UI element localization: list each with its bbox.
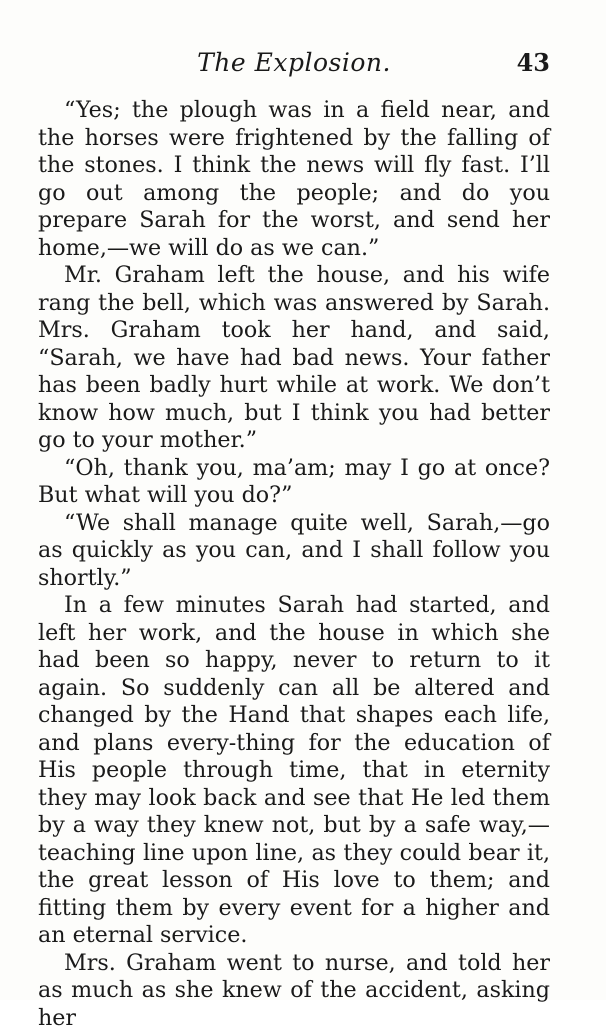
paragraph-4: “We shall manage quite well, Sarah,—go as quickly as you can, and I shall follow you shortly.” (38, 510, 550, 593)
paragraph-2: Mr. Graham left the house, and his wife rang the bell, which was answered by Sarah. Mrs. Graham took her hand, and said, “Sarah, we have had bad news. Your father has been badly hurt while at work. We don’t know how much, but I think you had better go to your mother.” (38, 262, 550, 455)
running-title: The Explosion. (38, 48, 550, 77)
body-text (38, 97, 550, 1032)
paragraph-5: In a few minutes Sarah had started, and left her work, and the house in which she had been so happy, never to return to it again. So suddenly can all be altered and changed by the Hand that shapes each life, and plans every-thing for the education of His people through time, that in eternity they may look back and see that He led them by a way they knew not, but by a safe way,—teaching line upon line, as they could bear it, the great lesson of His love to them; and fitting them by every event for a higher and an eternal service. (38, 592, 550, 950)
page-header (38, 48, 550, 84)
paragraph-1: “Yes; the plough was in a field near, and the horses were frightened by the falling of the stones. I think the news will fly fast. I’ll go out among the people; and do you prepare Sarah for the worst, and send her home,—we will do as we can.” (38, 97, 550, 262)
paragraph-6: Mrs. Graham went to nurse, and told her as much as she knew of the accident, asking her (38, 950, 550, 1032)
page-number: 43 (517, 48, 550, 77)
paragraph-3: “Oh, thank you, ma’am; may I go at once? But what will you do?” (38, 455, 550, 510)
